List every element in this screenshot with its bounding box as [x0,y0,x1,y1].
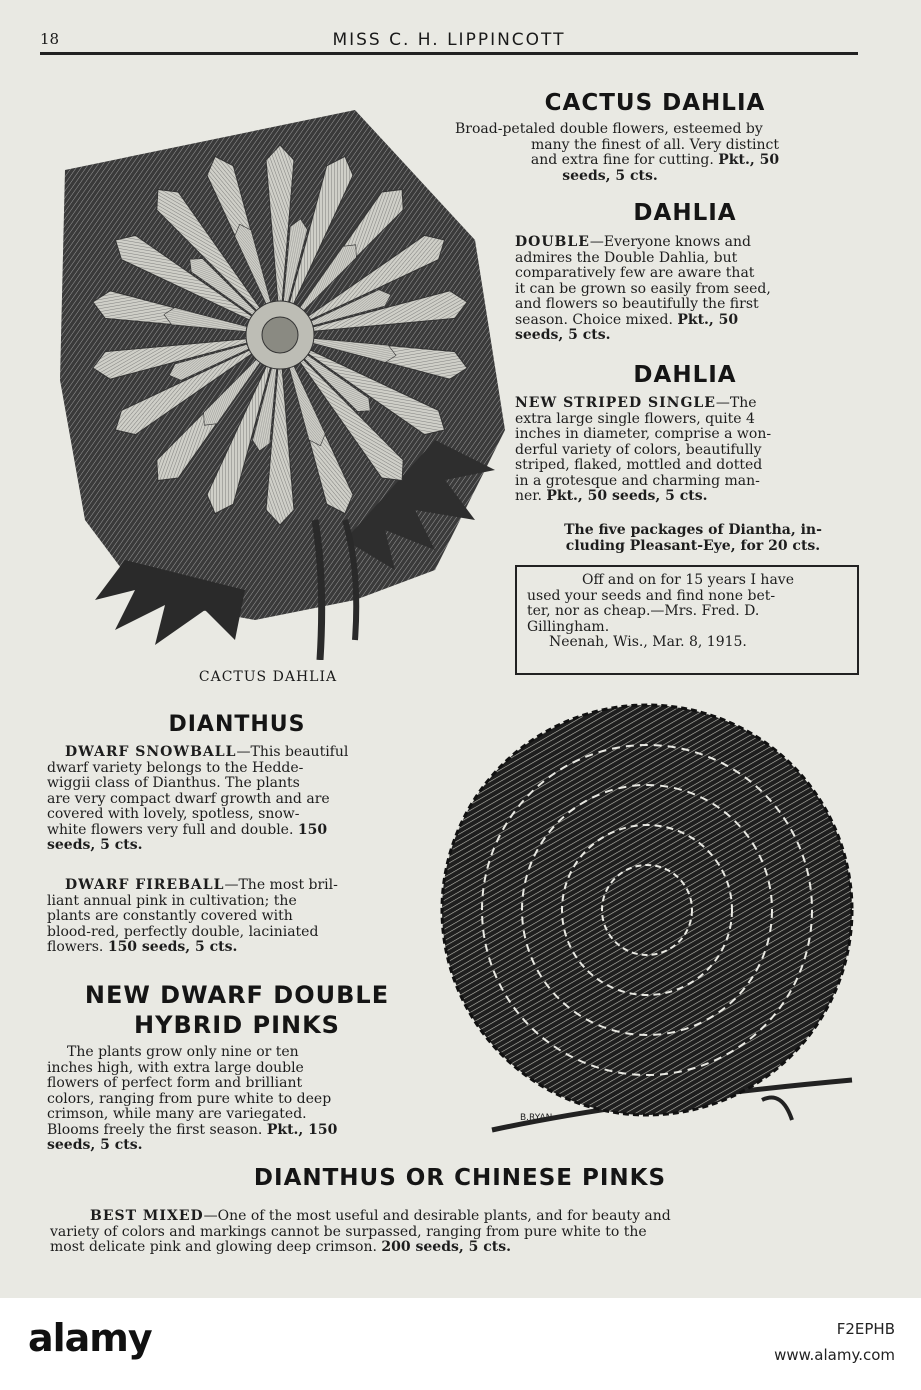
page-number: 18 [40,30,60,48]
text-line: derful variety of colors, beautifully [515,441,762,458]
text-line: ner. [515,488,542,504]
text-line: ter, nor as cheap.—Mrs. Fred. D. [527,603,760,619]
dianthus-fireball-description [47,878,430,956]
text-line: and flowers so beautifully the first [515,296,759,312]
text-line: in a grotesque and charming man- [515,472,760,489]
engraver-signature: B.RYAN [520,1113,553,1123]
packet-price: 150 seeds, 5 cts. [107,939,238,955]
text-line: are very compact dwarf growth and are [47,790,330,807]
text-line: inches in diameter, comprise a won- [515,426,772,442]
text-line: —Everyone knows and [589,234,751,250]
text-line: —This beautiful [236,744,349,760]
text-line: Off and on for 15 years I have [582,572,794,588]
text-line: seeds, 5 cts. [47,1137,143,1153]
cactus-dahlia-description [455,122,855,184]
text-line: cluding Pleasant-Eye, for 20 cts. [565,537,821,554]
packet-price: Pkt., 50 [677,311,739,328]
heading-line: HYBRID PINKS [134,1011,340,1039]
packet-price: Pkt., 50 seeds, 5 cts. [546,488,708,504]
variety-name: BEST MIXED [90,1208,204,1224]
text-line: The five packages of Diantha, in- [564,522,822,538]
text-line: extra large single flowers, quite 4 [515,410,755,427]
text-line: it can be grown so easily from seed, [515,280,771,297]
packet-price: Pkt., 150 [266,1121,338,1138]
heading-line: NEW DWARF DOUBLE [84,981,390,1009]
text-line: seeds, 5 cts. [515,327,611,343]
text-line: flowers. [47,939,104,955]
variety-name: DOUBLE [515,234,590,250]
dahlia-striped-heading: DAHLIA [633,362,737,388]
text-line: The plants grow only nine or ten [67,1044,299,1060]
cactus-dahlia-heading: CACTUS DAHLIA [544,90,766,116]
text-line: comparatively few are aware that [515,265,755,281]
variety-name: NEW STRIPED SINGLE [515,395,716,411]
text-line: plants are constantly covered with [47,908,293,924]
seed-count: 150 [297,821,328,838]
text-line: variety of colors and markings cannot be surpassed, ranging from pure white to the [50,1223,647,1240]
text-line: most delicate pink and glowing deep crimson. [50,1239,377,1255]
text-line: crimson, while many are variegated. [47,1106,307,1122]
testimonial-place-date: Neenah, Wis., Mar. 8, 1915. [549,634,747,650]
text-line: admires the Double Dahlia, but [515,249,738,266]
header-rule [40,52,858,55]
packet-price: 200 seeds, 5 cts. [381,1239,511,1255]
testimonial-box [515,565,859,675]
illustration-caption: CACTUS DAHLIA [198,669,338,685]
text-line: wiggii class of Dianthus. The plants [47,775,300,791]
text-line: liant annual pink in cultivation; the [47,892,297,909]
text-line: and extra fine for cutting. [530,152,714,168]
text-line: Broad-petaled double flowers, esteemed by [455,121,763,137]
dahlia-heading: DAHLIA [633,200,737,226]
chinese-pinks-description [50,1209,870,1256]
cactus-dahlia-illustration [55,100,513,660]
text-line: Blooms freely the first season. [47,1121,263,1138]
text-line: many the finest of all. Very distinct [531,136,779,153]
chinese-pinks-heading: DIANTHUS OR CHINESE PINKS [253,1165,667,1191]
text-line: season. Choice mixed. [515,311,673,328]
running-head [40,30,858,50]
text-line: dwarf variety belongs to the Hedde- [47,759,304,776]
text-line: white flowers very full and double. [47,821,294,838]
packet-price: Pkt., 50 [718,152,780,168]
text-line: —The most bril- [224,877,338,893]
text-line: —One of the most useful and desirable plants, and for beauty and [203,1208,671,1224]
text-line: colors, ranging from pure white to deep [47,1090,332,1107]
hybrid-pinks-description [47,1045,430,1154]
text-line: seeds, 5 cts. [47,837,143,853]
dahlia-striped-description [515,396,860,505]
hybrid-pinks-heading [42,980,432,1040]
image-id: F2EPHB [836,1320,895,1338]
text-line: blood-red, perfectly double, laciniated [47,923,319,940]
dahlia-double-description [515,235,860,344]
text-line: seeds, 5 cts. [562,167,658,184]
footer-url: www.alamy.com [774,1346,895,1364]
text-line: flowers of perfect form and brilliant [47,1075,303,1091]
text-line: striped, flaked, mottled and dotted [515,457,763,473]
text-line: Gillingham. [527,618,610,635]
text-line: covered with lovely, spotless, snow- [47,806,300,822]
dianthus-snowball-description [47,745,430,854]
variety-name: DWARF SNOWBALL [65,744,237,760]
text-line: used your seeds and find none bet- [527,587,776,604]
variety-name: DWARF FIREBALL [65,877,225,893]
alamy-logo: alamy [28,1316,152,1360]
text-line: —The [715,395,757,411]
text-line: inches high, with extra large double [47,1059,304,1076]
package-offer [528,523,858,554]
header-title: MISS C. H. LIPPINCOTT [332,30,566,50]
pinks-illustration [432,680,862,1150]
dianthus-heading: DIANTHUS [168,712,306,737]
